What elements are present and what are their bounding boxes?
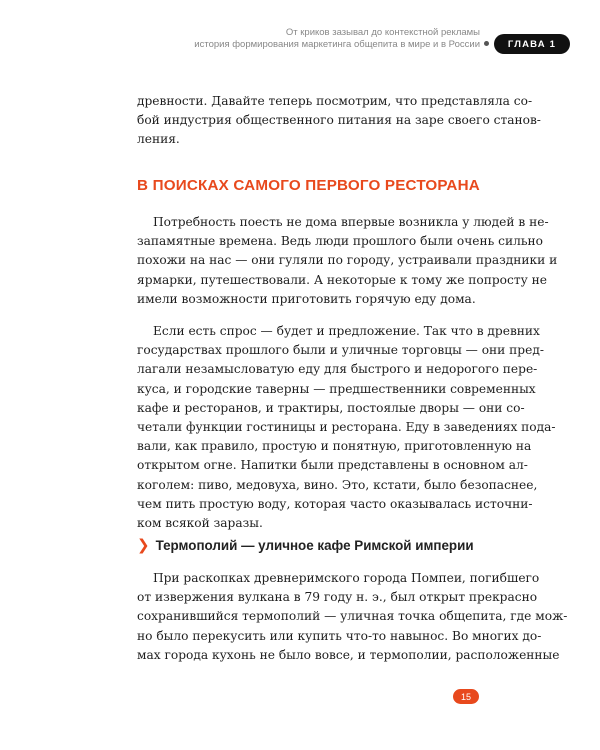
text-line: бой индустрия общественного питания на заре своего станов- xyxy=(137,113,541,128)
text-line: вали, как правило, простую и понятную, приготовленную на xyxy=(137,439,532,454)
text-line: кафе и ресторанов, и трактиры, постоялые дворы — они со- xyxy=(137,400,525,415)
paragraph-1 xyxy=(137,213,558,309)
running-header-line-2: история формирования маркетинга общепита в мире и в России xyxy=(194,38,480,50)
text-line: мах города кухонь не было вовсе, и термополии, расположенные xyxy=(137,647,560,662)
paragraph-3 xyxy=(137,569,568,665)
text-line: государствах прошлого были и уличные торговцы — они пред- xyxy=(137,343,544,358)
paragraph-2 xyxy=(137,322,556,533)
text-line: четали функции гостиницы и ресторана. Еду в заведениях пода- xyxy=(137,419,556,434)
running-header xyxy=(194,27,480,50)
text-line: лагали незамысловатую еду для быстрого и недорогого пере- xyxy=(137,362,538,377)
text-line: ярмарки, путешествовали. А некоторые к тому же попросту не xyxy=(137,272,547,287)
text-line: Потребность поесть не дома впервые возникла у людей в не- xyxy=(153,215,549,229)
text-line: похожи на нас — они гуляли по городу, устраивали праздники и xyxy=(137,253,558,268)
bullet-dot-icon xyxy=(484,41,489,46)
chapter-badge: ГЛАВА 1 xyxy=(494,34,570,54)
text-line: чем пить простую воду, которая часто оказывалась источни- xyxy=(137,496,533,511)
page-number: 15 xyxy=(453,689,479,704)
text-line: ления. xyxy=(137,132,180,147)
chevron-right-icon: ❯ xyxy=(137,537,150,554)
text-line: Если есть спрос — будет и предложение. Так что в древних xyxy=(153,324,540,338)
text-line: При раскопках древнеримского города Помпеи, погибшего xyxy=(153,571,540,585)
text-line: но было перекусить или купить что-то навынос. Во многих до- xyxy=(137,628,542,643)
text-line: от извержения вулкана в 79 году н. э., был открыт прекрасно xyxy=(137,590,538,605)
text-line: древности. Давайте теперь посмотрим, что представляла со- xyxy=(137,94,533,108)
text-line: ком всякой заразы. xyxy=(137,515,263,530)
intro-paragraph xyxy=(137,92,541,150)
text-line: имели возможности приготовить горячую еду дома. xyxy=(137,291,476,306)
text-line: открытом огне. Напитки были представлены в основном ал- xyxy=(137,458,528,473)
text-line: запамятные времена. Ведь люди прошлого были очень сильно xyxy=(137,234,543,249)
running-header-line-1: От криков зазывал до контекстной рекламы xyxy=(285,27,480,38)
subheading xyxy=(137,538,474,553)
text-line: сохранившийся термополий — уличная точка общепита, где мож- xyxy=(137,609,568,624)
text-line: коголем: пиво, медовуха, вино. Это, кстати, было безопаснее, xyxy=(137,477,538,492)
subheading-text: Термополий — уличное кафе Римской империи xyxy=(155,538,474,553)
section-heading: В ПОИСКАХ САМОГО ПЕРВОГО РЕСТОРАНА xyxy=(137,177,480,194)
text-line: куса, и городские таверны — предшественники современных xyxy=(137,381,536,396)
